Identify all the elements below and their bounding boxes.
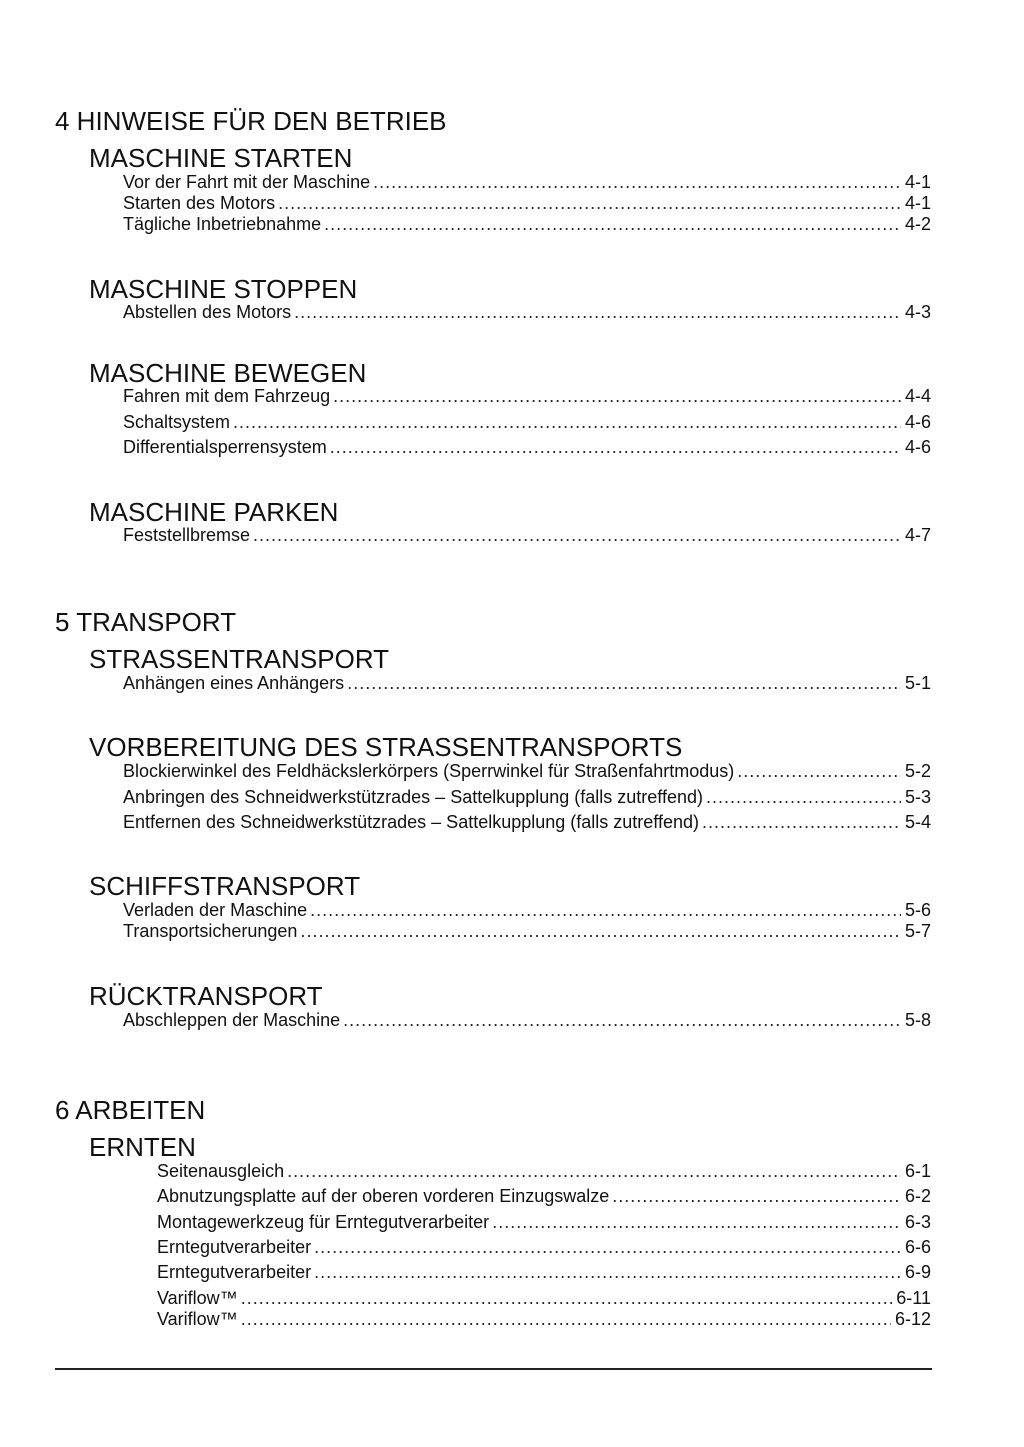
toc-dot-leader <box>233 411 901 433</box>
toc-entry[interactable] <box>123 385 931 407</box>
toc-dot-leader <box>241 1287 893 1309</box>
toc-dot-leader <box>343 1009 901 1031</box>
toc-entry-page: 4-3 <box>904 302 931 322</box>
toc-entry-label: Variflow™ <box>157 1309 238 1329</box>
toc-entry[interactable] <box>123 672 931 694</box>
toc-entry-label: Seitenausgleich <box>157 1161 285 1181</box>
toc-entry[interactable] <box>157 1287 931 1309</box>
toc-dot-leader <box>737 760 901 782</box>
toc-entry[interactable] <box>157 1211 931 1233</box>
toc-entry-label: Feststellbremse <box>123 525 251 545</box>
toc-entry-label: Abstellen des Motors <box>123 302 292 322</box>
toc-entry-label: Abschleppen der Maschine <box>123 1010 341 1030</box>
toc-entry[interactable] <box>157 1185 931 1207</box>
toc-entry-label: Montagewerkzeug für Erntegutverarbeiter <box>157 1212 490 1232</box>
toc-dot-leader <box>492 1211 901 1233</box>
toc-entry-page: 5-4 <box>904 812 931 832</box>
toc-dot-leader <box>706 786 901 808</box>
toc-entry-page: 4-6 <box>904 437 931 457</box>
toc-dot-leader <box>241 1308 891 1330</box>
toc-entry-label: Erntegutverarbeiter <box>157 1237 312 1257</box>
toc-entry-label: Variflow™ <box>157 1288 238 1308</box>
toc-entry-label: Verladen der Maschine <box>123 900 308 920</box>
toc-entry[interactable] <box>157 1261 931 1283</box>
footer-divider <box>55 1368 932 1370</box>
section-ruecktransport: RÜCKTRANSPORT <box>89 981 323 1011</box>
toc-entry-label: Anhängen eines Anhängers <box>123 673 345 693</box>
toc-entry-page: 4-7 <box>904 525 931 545</box>
toc-dot-leader <box>294 301 901 323</box>
section-vorbereitung-strassentransport: VORBEREITUNG DES STRASSENTRANSPORTS <box>89 732 683 762</box>
toc-entry-page: 5-3 <box>904 787 931 807</box>
toc-dot-leader <box>330 436 901 458</box>
toc-entry[interactable] <box>123 171 931 193</box>
toc-dot-leader <box>287 1160 901 1182</box>
toc-entry-page: 6-6 <box>904 1237 931 1257</box>
toc-entry[interactable] <box>123 786 931 808</box>
toc-entry-page: 5-7 <box>904 921 931 941</box>
toc-entry[interactable] <box>123 192 931 214</box>
toc-entry-page: 4-2 <box>904 214 931 234</box>
toc-entry-page: 4-1 <box>904 172 931 192</box>
toc-entry-label: Blockierwinkel des Feldhäckslerkörpers (Sperrwinkel für Straßenfahrtmodus) <box>123 761 735 781</box>
toc-entry-page: 4-6 <box>904 412 931 432</box>
toc-dot-leader <box>702 811 901 833</box>
toc-entry[interactable] <box>123 920 931 942</box>
toc-dot-leader <box>314 1261 901 1283</box>
toc-entry-page: 5-6 <box>904 900 931 920</box>
toc-entry[interactable] <box>123 436 931 458</box>
toc-entry-label: Anbringen des Schneidwerkstützrades – Sattelkupplung (falls zutreffend) <box>123 787 704 807</box>
toc-entry-label: Starten des Motors <box>123 193 276 213</box>
toc-entry-label: Entfernen des Schneidwerkstützrades – Sattelkupplung (falls zutreffend) <box>123 812 699 832</box>
toc-entry-label: Fahren mit dem Fahrzeug <box>123 386 331 406</box>
section-maschine-bewegen: MASCHINE BEWEGEN <box>89 358 367 388</box>
section-schiffstransport: SCHIFFSTRANSPORT <box>89 871 361 901</box>
toc-entry-page: 6-3 <box>904 1212 931 1232</box>
toc-entry-page: 4-4 <box>904 386 931 406</box>
toc-entry-page: 6-12 <box>894 1309 931 1329</box>
chapter-4-heading: 4 HINWEISE FÜR DEN BETRIEB <box>55 106 447 136</box>
section-maschine-parken: MASCHINE PARKEN <box>89 497 339 527</box>
toc-entry-label: Differentialsperrensystem <box>123 437 327 457</box>
toc-dot-leader <box>612 1185 901 1207</box>
chapter-5-heading: 5 TRANSPORT <box>55 607 237 637</box>
section-maschine-starten: MASCHINE STARTEN <box>89 143 353 173</box>
toc-entry-page: 5-1 <box>904 673 931 693</box>
toc-entry-label: Transportsicherungen <box>123 921 298 941</box>
toc-entry-page: 6-11 <box>896 1288 931 1308</box>
section-maschine-stoppen: MASCHINE STOPPEN <box>89 274 358 304</box>
toc-entry[interactable] <box>123 1009 931 1031</box>
toc-entry-page: 6-2 <box>904 1186 931 1206</box>
toc-entry-label: Tägliche Inbetriebnahme <box>123 214 322 234</box>
toc-dot-leader <box>300 920 901 942</box>
toc-entry-label: Erntegutverarbeiter <box>157 1262 312 1282</box>
toc-entry[interactable] <box>123 301 931 323</box>
toc-entry[interactable] <box>123 213 931 235</box>
toc-entry[interactable] <box>157 1160 931 1182</box>
toc-dot-leader <box>333 385 901 407</box>
toc-dot-leader <box>253 524 901 546</box>
toc-entry[interactable] <box>123 411 931 433</box>
toc-entry[interactable] <box>123 899 931 921</box>
toc-dot-leader <box>347 672 901 694</box>
chapter-6-heading: 6 ARBEITEN <box>55 1095 206 1125</box>
toc-entry[interactable] <box>157 1308 931 1330</box>
section-strassentransport: STRASSENTRANSPORT <box>89 644 390 674</box>
toc-entry-label: Vor der Fahrt mit der Maschine <box>123 172 371 192</box>
toc-entry-page: 5-2 <box>904 761 931 781</box>
toc-dot-leader <box>314 1236 901 1258</box>
toc-entry-page: 5-8 <box>904 1010 931 1030</box>
toc-dot-leader <box>373 171 901 193</box>
toc-entry[interactable] <box>123 760 931 782</box>
toc-entry[interactable] <box>123 524 931 546</box>
toc-dot-leader <box>324 213 901 235</box>
toc-entry-page: 4-1 <box>904 193 931 213</box>
toc-dot-leader <box>278 192 901 214</box>
toc-entry-label: Schaltsystem <box>123 412 231 432</box>
toc-entry[interactable] <box>123 811 931 833</box>
section-ernten: ERNTEN <box>89 1132 196 1162</box>
toc-dot-leader <box>310 899 901 921</box>
toc-entry-label: Abnutzungsplatte auf der oberen vorderen Einzugswalze <box>157 1186 610 1206</box>
toc-entry[interactable] <box>157 1236 931 1258</box>
toc-entry-page: 6-9 <box>904 1262 931 1282</box>
toc-entry-page: 6-1 <box>904 1161 931 1181</box>
